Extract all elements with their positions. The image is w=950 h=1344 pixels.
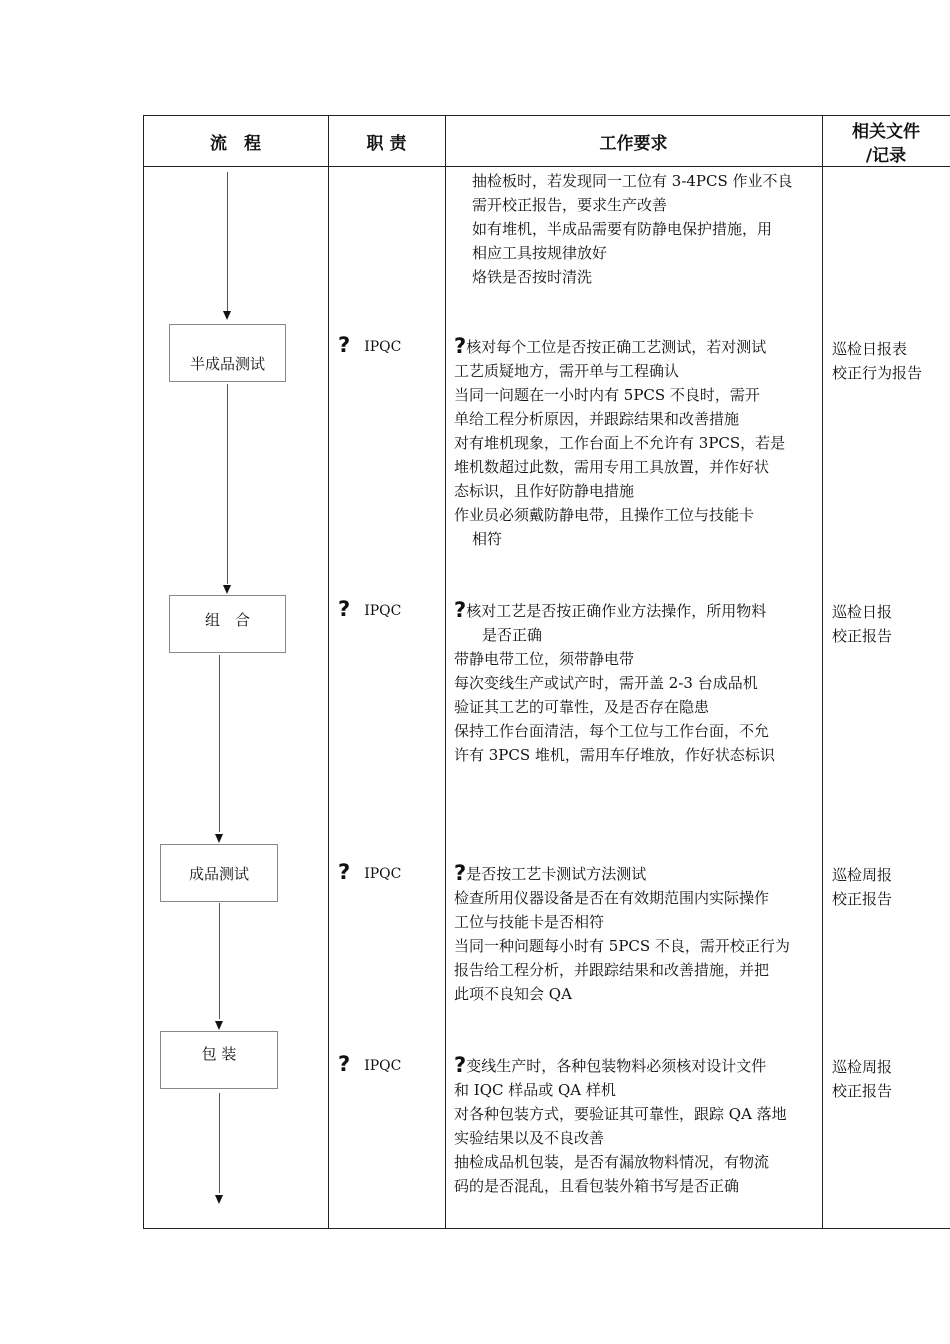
record-item: 校正行为报告 xyxy=(832,364,923,382)
requirement-line: 和 IQC 样品或 QA 样机 xyxy=(454,1081,616,1099)
requirement-block xyxy=(454,334,820,551)
bullet-marker-icon: ? xyxy=(338,597,351,621)
requirement-line: 对有堆机现象，工作台面上不允许有 3PCS，若是 xyxy=(454,434,786,452)
records-cell xyxy=(832,600,892,648)
bullet-marker-icon: ? xyxy=(454,861,467,885)
records-cell xyxy=(832,1055,892,1103)
flow-step-label: 包 装 xyxy=(201,1044,237,1063)
requirement-line: 实验结果以及不良改善 xyxy=(454,1129,605,1147)
requirement-line: 每次变线生产或试产时，需开盖 2-3 台成品机 xyxy=(454,674,758,692)
flow-step-product-test xyxy=(160,844,278,902)
bullet-marker-icon: ? xyxy=(338,333,351,357)
flow-connector xyxy=(227,384,228,584)
requirement-line: 作业员必须戴防静电带，且操作工位与技能卡 xyxy=(454,506,755,524)
header-flow: 流 程 xyxy=(210,134,261,154)
requirement-line: 许有 3PCS 堆机，需用车仔堆放，作好状态标识 xyxy=(454,746,775,764)
requirement-line: 检查所用仪器设备是否在有效期范围内实际操作 xyxy=(454,889,770,907)
bullet-marker-icon: ? xyxy=(338,1052,351,1076)
flow-arrow-icon xyxy=(215,834,223,843)
duty-label: IPQC xyxy=(364,603,402,619)
flow-arrow-icon xyxy=(215,1021,223,1030)
flow-step-packaging xyxy=(160,1031,278,1089)
requirement-block xyxy=(454,861,820,1006)
record-item: 巡检周报 xyxy=(832,866,893,884)
duty-cell xyxy=(338,860,401,884)
duty-cell xyxy=(338,1052,401,1076)
flow-step-label: 半成品测试 xyxy=(189,354,265,373)
records-cell xyxy=(832,337,922,385)
requirement-line: 报告给工程分析，并跟踪结果和改善措施，并把 xyxy=(454,961,770,979)
header-duty: 职 责 xyxy=(366,134,407,154)
requirement-line: ?核对每个工位是否按正确工艺测试，若对测试 xyxy=(454,334,767,358)
record-item: 巡检日报表 xyxy=(832,340,908,358)
bullet-marker-icon: ? xyxy=(454,334,467,358)
requirement-line: 当同一问题在一小时内有 5PCS 不良时，需开 xyxy=(454,386,760,404)
requirement-line: 验证其工艺的可靠性，及是否存在隐患 xyxy=(454,698,710,716)
requirement-line: 码的是否混乱，且看包装外箱书写是否正确 xyxy=(454,1177,740,1195)
column-divider xyxy=(445,115,446,1229)
header-records-line1: 相关文件 xyxy=(852,122,920,142)
requirement-line: 堆机数超过此数，需用专用工具放置，并作好状 xyxy=(454,458,770,476)
header-records-line2: /记录 xyxy=(865,146,907,166)
requirement-line: 抽检成品机包装，是否有漏放物料情况，有物流 xyxy=(454,1153,770,1171)
record-item: 校正报告 xyxy=(832,1082,893,1100)
flow-connector xyxy=(219,903,220,1019)
requirement-line: 抽检板时，若发现同一工位有 3-4PCS 作业不良 xyxy=(472,172,793,190)
requirement-line: 此项不良知会 QA xyxy=(454,985,572,1003)
header-records xyxy=(822,120,950,168)
column-divider xyxy=(328,115,329,1229)
requirement-line: ?变线生产时，各种包装物料必须核对设计文件 xyxy=(454,1053,767,1077)
flow-arrow-icon xyxy=(223,311,231,320)
record-item: 巡检日报 xyxy=(832,603,893,621)
requirement-line: ?核对工艺是否按正确作业方法操作，所用物料 xyxy=(454,598,767,622)
record-item: 校正报告 xyxy=(832,627,893,645)
duty-cell xyxy=(338,333,401,357)
bullet-marker-icon: ? xyxy=(454,1053,467,1077)
flow-connector xyxy=(219,1093,220,1193)
flow-step-assembly xyxy=(169,595,286,653)
flow-step-semi-product-test xyxy=(169,324,286,382)
duty-cell xyxy=(338,597,401,621)
intro-requirements xyxy=(454,169,820,289)
requirement-line: 对各种包装方式，要验证其可靠性，跟踪 QA 落地 xyxy=(454,1105,787,1123)
flow-arrow-icon xyxy=(223,585,231,594)
bullet-marker-icon: ? xyxy=(338,860,351,884)
requirement-line: 需开校正报告，要求生产改善 xyxy=(472,196,668,214)
requirement-line: 是否正确 xyxy=(482,626,543,644)
requirement-line: 工艺质疑地方，需开单与工程确认 xyxy=(454,362,680,380)
requirement-line: ?是否按工艺卡测试方法测试 xyxy=(454,861,647,885)
flow-step-label: 成品测试 xyxy=(188,864,249,883)
duty-label: IPQC xyxy=(364,1058,402,1074)
requirement-line: 如有堆机，半成品需要有防静电保护措施，用 xyxy=(472,220,773,238)
requirement-line: 当同一种问题每小时有 5PCS 不良，需开校正行为 xyxy=(454,937,790,955)
requirement-line: 相符 xyxy=(472,530,503,548)
column-divider xyxy=(822,115,823,1229)
requirement-line: 相应工具按规律放好 xyxy=(472,244,608,262)
records-cell xyxy=(832,863,892,911)
requirement-line: 态标识，且作好防静电措施 xyxy=(454,482,635,500)
requirement-block xyxy=(454,598,820,767)
requirement-line: 保持工作台面清洁，每个工位与工作台面，不允 xyxy=(454,722,770,740)
requirement-line: 工位与技能卡是否相符 xyxy=(454,913,605,931)
requirement-line: 带静电带工位，须带静电带 xyxy=(454,650,635,668)
flow-connector xyxy=(219,655,220,832)
duty-label: IPQC xyxy=(364,339,402,355)
duty-label: IPQC xyxy=(364,866,402,882)
requirement-line: 烙铁是否按时清洗 xyxy=(472,268,593,286)
flow-arrow-icon xyxy=(215,1195,223,1204)
bullet-marker-icon: ? xyxy=(454,598,467,622)
requirement-line: 单给工程分析原因，并跟踪结果和改善措施 xyxy=(454,410,740,428)
flow-step-label: 组 合 xyxy=(204,610,250,629)
record-item: 校正报告 xyxy=(832,890,893,908)
flow-connector xyxy=(227,172,228,312)
record-item: 巡检周报 xyxy=(832,1058,893,1076)
header-requirement: 工作要求 xyxy=(599,134,668,154)
requirement-block xyxy=(454,1053,820,1198)
